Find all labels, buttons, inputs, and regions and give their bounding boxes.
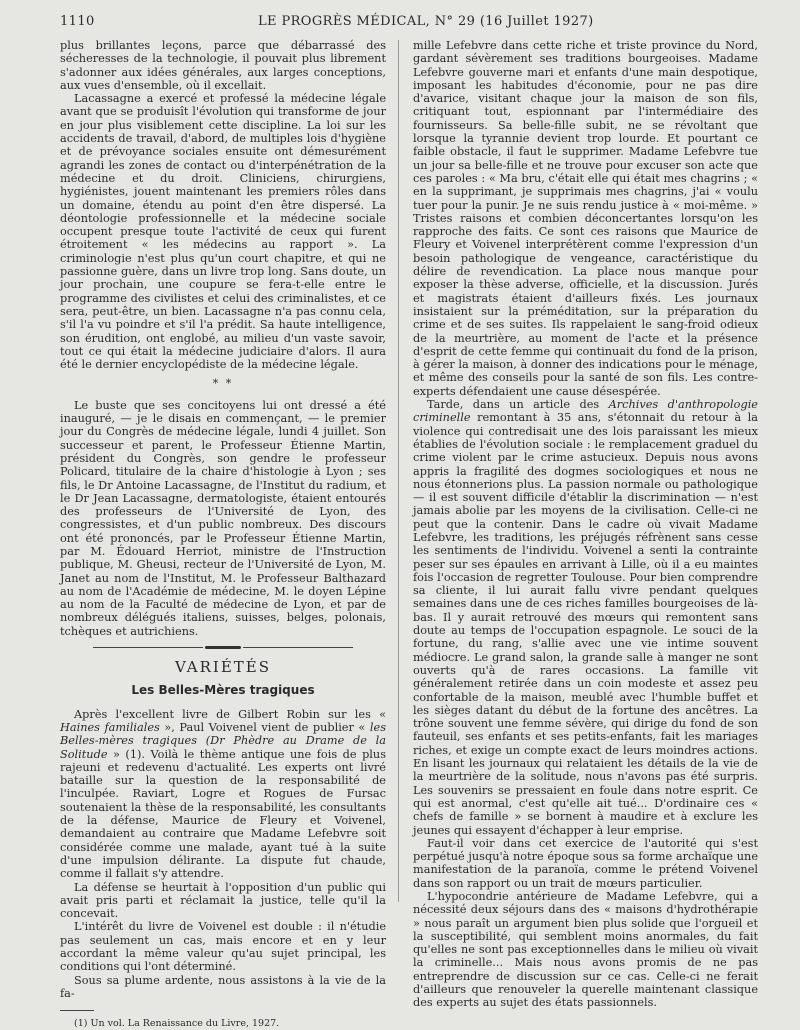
paragraph: L'hypocondrie antérieure de Madame Lefebvre, qui a nécessité deux séjours dans des « maisons d'hydrothérapie » nous paraît un argument bien plus solide que l'orgueil et la susceptibilité, qui semblent moins anormales, du fait qu'elles ne sont pas exceptionnelles dans le milieu où vivait la criminelle... Mais nous avons promis de ne pas entreprendre de discussion sur ce cas. Celle-ci ne ferait d'ailleurs que renouveler la querelle maintenant classique des experts au sujet des états passionnels. [413,890,758,1010]
section-title: VARIÉTÉS [174,658,272,677]
column-divider [398,40,399,902]
footnote-rule [60,1010,94,1011]
right-column [413,39,758,1010]
page-number: 1110 [60,14,95,29]
paragraph: L'intérêt du livre de Voivenel est double : il n'étudie pas seulement un cas, mais encore et en y leur accordant la même valeur qu'au sujet principal, les conditions qui l'ont déterminé. [60,920,386,974]
paragraph: Après l'excellent livre de Gilbert Robin sur les « Haines familiales », Paul Voivenel vient de publier « les Belles-mères tragiques (Dr Phèdre au Drame de la Solitude » (1). Voilà le thème antique une fois de plus rajeuni et redevenu d'actualité. Les experts ont livré bataille sur la question de la responsabilité de l'inculpée. Raviart, Logre et Rogues de Fursac soutenaient la thèse de la responsabilité, les consultants de la défense, Maurice de Fleury et Voivenel, demandaient au contraire que Madame Lefebvre soit considérée comme une malade, ayant tué à la suite d'une impulsion délirante. La dispute fut chaude, comme il fallait s'y attendre. [60,707,386,881]
paragraph: La défense se heurtait à l'opposition d'un public qui avait pris parti et réclamait la justice, telle qu'il la concevait. [60,880,386,921]
footnote: (1) Un vol. La Renaissance du Livre, 1927. [74,1018,280,1030]
paragraph: plus brillantes leçons, parce que débarrassé des sécheresses de la technologie, il pouvait plus librement s'adonner aux idées générales, aux larges conceptions, aux vues d'ensemble, où il excellait. [60,39,386,92]
paragraph: Tarde, dans un article des Archives d'anthropologie criminelle remontant à 35 ans, s'étonnait du retour à la violence qui contredisait une des lois paraissant les mieux établies de l'évolution sociale : le remplacement graduel du crime violent par le crime astucieux. Depuis nous avons appris la fragilité des dogmes sociologiques et nous ne nous étonnerions plus. La passion normale ou pathologique — il est souvent difficile d'établir la discrimination — n'est jamais abolie par les moyens de la civilisation. Celle-ci ne peut que la contenir. Dans le cadre où vivait Madame Lefebvre, les traditions, les préjugés réfrènent sans cesse les sentiments de l'individu. Voivenel a senti la contrainte peser sur ses épaules en arrivant à Lille, où il a eu maintes fois l'occasion de regretter Toulouse. Pour bien comprendre sa cliente, il lui aurait fallu vivre pendant quelques semaines dans une de ces riches familles bourgeoises de là-bas. Il y aurait retrouvé des mœurs qui remontent sans doute au temps de l'occupation espagnole. Le souci de la fortune, du rang, s'allie avec une vie intime souvent médiocre. Le grand salon, la grande salle à manger ne sont ouverts qu'à de rares occasions. La famille vit généralement retirée dans un coin modeste et assez peu confortable de la maison, meublé avec l'humble buffet et les sièges datant du début de la fortune des ancêtres. La trône souvent une femme sévère, qui dirige du fond de son fauteuil, ses enfants et ses petits-enfants, fait les mariages riches, et exige un compte exact de leurs moindres actions. En lisant les journaux qui relataient les détails de la vie de la meurtrière de la solitude, nous n'avons pas été surpris. Les souvenirs se pressaient en foule dans notre esprit. Ce qui est anormal, c'est qu'elle ait tué... D'ordinaire ces « chefs de famille » se bornent à maudire et à exclure les jeunes qui essayent d'échapper à leur emprise. [413,398,758,837]
article-title: Les Belles-Mères tragiques [131,683,315,698]
paragraph: Lacassagne a exercé et professé la médecine légale avant que se produisît l'évolution qui transforme de jour en jour plus visiblement cette discipline. La loi sur les accidents de travail, d'abord, de multiples lois d'hygiène et de prévoyance sociales ensuite ont démesurément agrandi les zones de contact ou d'interpénétration de la médecine et du droit. Cliniciens, chirurgiens, hygiénistes, jouent maintenant les premiers rôles dans un domaine, étendu au point d'en être dispersé. La déontologie professionnelle et la médecine sociale occupent presque toute l'activité de ceux qui furent étroitement « les médecins au rapport ». La criminologie n'est plus qu'un court chapitre, et qui ne passionne guère, dans un livre trop long. Sans doute, un jour prochain, une coupure se fera-t-elle entre le programme des civilistes et celui des criminalistes, et ce sera, peut-être, un bien. Lacassagne n'a pas connu cela, s'il l'a vu poindre et s'il l'a prédit. Sa haute intelligence, son érudition, ont englobé, au milieu d'un vaste savoir, tout ce qui était la médecine judiciaire d'alors. Il aura été le dernier encyclopédiste de la médecine légale. [60,92,386,372]
section-separator [60,646,386,649]
paragraph: Le buste que ses concitoyens lui ont dressé a été inauguré, — je le disais en commençant, — le premier jour du Congrès de médecine légale, lundi 4 juillet. Son successeur et parent, le Professeur Étienne Martin, président du Congrès, son gendre le professeur Policard, titulaire de la chaire d'histologie à Lyon ; ses fils, le Dr Antoine Lacassagne, de l'Institut du radium, et le Dr Jean Lacassagne, dermatologiste, étaient entourés des professeurs de l'Université de Lyon, des congressistes, et d'un public nombreux. Des discours ont été prononcés, par le Professeur Étienne Martin, par M. Édouard Herriot, ministre de l'Instruction publique, M. Gheusi, recteur de l'Université de Lyon, M. Janet au nom de l'Institut, M. le Professeur Balthazard au nom de l'Académie de médecine, M. le doyen Lépine au nom de la Faculté de médecine de Lyon, et par de nombreux délégués italiens, suisses, belges, polonais, tchèques et autrichiens. [60,398,386,638]
journal-title: LE PROGRÈS MÉDICAL, N° 29 (16 Juillet 1927) [258,14,594,29]
page-header [60,14,760,34]
paragraph: Faut-il voir dans cet exercice de l'autorité qui s'est perpétué jusqu'à notre époque sous sa forme archaïque une manifestation de la paranoïa, comme le prétend Voivenel dans son rapport ou un trait de mœurs particulier. [413,836,758,890]
left-column [60,39,386,1030]
asterism: * * [212,377,234,391]
paragraph: Sous sa plume ardente, nous assistons à la vie de la fa- [60,973,386,1000]
paragraph: mille Lefebvre dans cette riche et triste province du Nord, gardant sévèrement ses traditions bourgeoises. Madame Lefebvre gouverne mari et enfants d'une main despotique, imposant les habitudes d'économie, pour ne pas dire d'avarice, visitant chaque jour la maison de son fils, critiquant tout, espionnant par l'intermédiaire des fournisseurs. Sa belle-fille subit, ne se révoltant que lorsque la tyrannie devient trop lourde. Et pourtant ce faible obstacle, il faut le supprimer. Madame Lefebvre tue un jour sa belle-fille et ne trouve pour excuser son acte que ces paroles : « Ma bru, c'était elle qui était mes chagrins ; « en la supprimant, je supprimais mes chagrins, j'ai « voulu tuer pour la punir. Je ne suis rendu justice à « moi-même. » Tristes raisons et combien déconcertantes lorsqu'on les rapproche des faits. Ce sont ces raisons que Maurice de Fleury et Voivenel interprétèrent comme l'expression d'un besoin pathologique de vengeance, caractéristique du délire de revendication. La place nous manque pour exposer la thèse adverse, officielle, et la discussion. Jurés et magistrats étaient d'ailleurs fixés. Les journaux insistaient sur la préméditation, sur la préparation du crime et de ses suites. Ils rappelaient le sang-froid odieux de la meurtrière, au moment de l'acte et la présence d'esprit de cette femme qui continuait du fond de la prison, à gérer la maison, à donner des indications pour le ménage, et même des conseils pour la santé de son fils. Les contre-experts défendaient une cause désespérée. [413,39,758,398]
